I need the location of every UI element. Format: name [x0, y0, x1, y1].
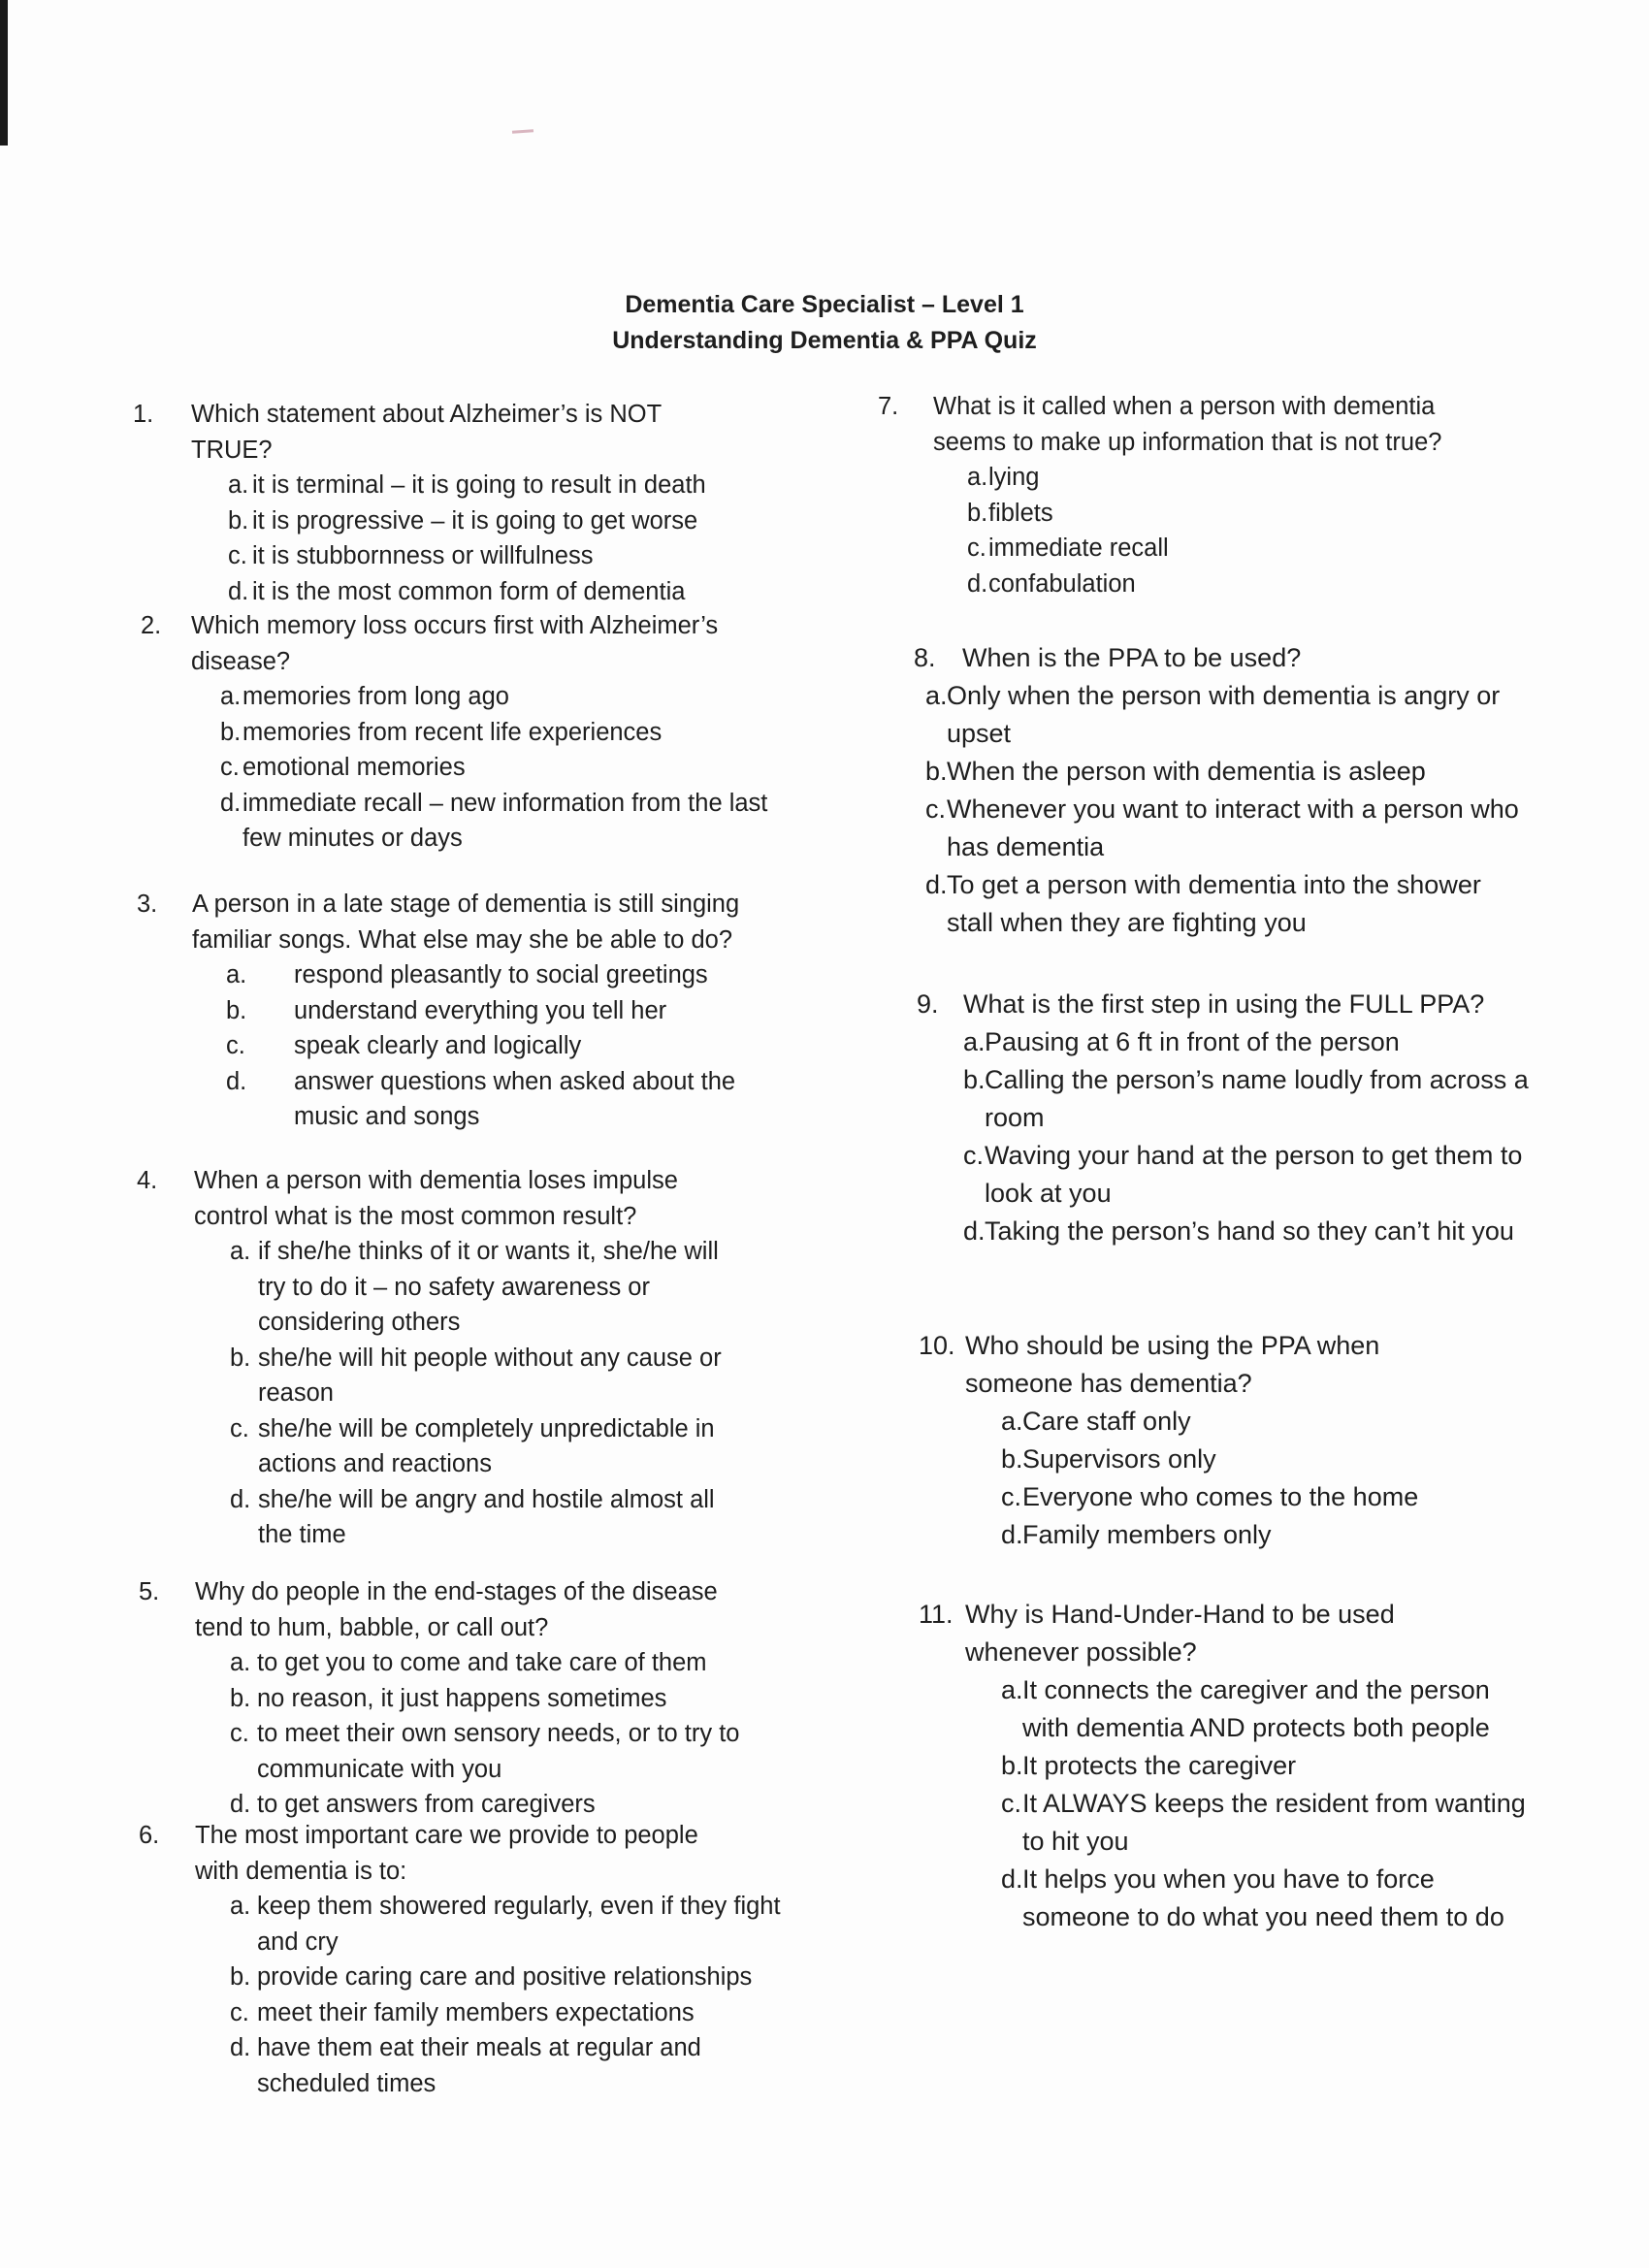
option-text: Pausing at 6 ft in front of the person: [985, 1027, 1400, 1056]
answer-option: [925, 677, 1535, 753]
question-10: [919, 1327, 1501, 1554]
option-letter: b.: [228, 506, 249, 535]
answer-option: [230, 1995, 808, 2031]
option-text: keep them showered regularly, even if they fight and cry: [257, 1893, 781, 1956]
option-text: Care staff only: [1022, 1407, 1191, 1436]
answer-option: [1001, 1516, 1501, 1554]
answer-option: [228, 503, 734, 539]
option-text: it is stubbornness or willfulness: [252, 542, 594, 569]
question-text-line: Which statement about Alzheimer’s is NOT TRUE?: [191, 401, 662, 464]
question-text: [965, 1327, 1501, 1403]
option-text: to meet their own sensory needs, or to try to communicate with you: [257, 1720, 740, 1783]
option-letter: a.: [228, 471, 249, 499]
option-text: lying: [988, 464, 1040, 491]
question-text: [195, 1818, 808, 1889]
question-text: [195, 1574, 808, 1645]
question-number: 7.: [878, 393, 899, 420]
option-text: provide caring care and positive relationships: [257, 1963, 753, 1991]
answer-option: [925, 753, 1535, 791]
option-text: it is progressive – it is going to get worse: [252, 506, 698, 535]
option-letter: a.: [226, 961, 247, 988]
option-text: meet their family members expectations: [257, 1998, 695, 2026]
question-number: 1.: [133, 401, 154, 428]
option-letter: c.: [230, 1414, 249, 1442]
answer-option: [220, 715, 810, 751]
option-letter: b.: [230, 1684, 251, 1712]
option-letter: d.: [967, 569, 988, 598]
answer-option: [1001, 1403, 1501, 1441]
option-letter: a.: [925, 681, 948, 710]
question-text: [965, 1596, 1539, 1671]
question-text-line: disease?: [191, 647, 291, 675]
option-text: to get you to come and take care of them: [257, 1649, 707, 1676]
option-letter: b.: [1001, 1751, 1023, 1780]
question-text-line: Why is Hand-Under-Hand to be used: [965, 1600, 1395, 1629]
option-letter: d.: [230, 1791, 251, 1818]
question-8: [914, 639, 1535, 942]
option-text: emotional memories: [242, 754, 466, 781]
question-text: [963, 986, 1557, 1023]
answer-option: [963, 1213, 1557, 1250]
option-letter: a.: [230, 1893, 251, 1920]
option-text: understand everything you tell her: [294, 996, 667, 1024]
answer-option: [963, 1061, 1557, 1137]
answer-option: [230, 1411, 728, 1482]
answer-option: [230, 1645, 808, 1681]
option-letter: a.: [1001, 1407, 1023, 1436]
option-letter: c.: [963, 1141, 985, 1170]
question-text-line: What is the first step in using the FULL PPA?: [963, 989, 1485, 1019]
option-text: To get a person with dementia into the shower stall when they are fighting you: [947, 870, 1481, 937]
option-text: respond pleasantly to social greetings: [294, 961, 708, 988]
answer-option: [226, 993, 806, 1029]
question-text-line: What is it called when a person with dementia: [933, 393, 1436, 420]
option-text: fiblets: [988, 499, 1053, 527]
answer-option: [925, 866, 1535, 942]
answer-option: [220, 679, 810, 715]
answer-option: [967, 531, 1576, 567]
answer-option: [230, 1681, 808, 1717]
answer-option: [226, 1028, 806, 1064]
answer-option: [1001, 1478, 1501, 1516]
option-text: she/he will be angry and hostile almost all the time: [258, 1485, 715, 1548]
option-text: it is terminal – it is going to result in death: [252, 471, 706, 499]
option-letter: c.: [1001, 1482, 1022, 1511]
answer-option: [226, 1064, 806, 1135]
option-text: memories from long ago: [242, 683, 509, 710]
question-text-line: whenever possible?: [965, 1637, 1197, 1667]
option-text: she/he will hit people without any cause or reason: [258, 1344, 722, 1407]
option-letter: a.: [230, 1238, 251, 1265]
option-letter: c.: [230, 1720, 249, 1747]
option-letter: b.: [230, 1963, 251, 1991]
option-text: Taking the person’s hand so they can’t hit you: [985, 1216, 1514, 1246]
option-letter: d.: [220, 789, 242, 817]
option-text: It helps you when you have to force someone to do what you need them to do: [1022, 1864, 1504, 1931]
question-text-line: control what is the most common result?: [194, 1202, 637, 1230]
paper-mark: [512, 129, 534, 134]
answer-option: [220, 786, 810, 857]
option-text: immediate recall – new information from the last few minutes or days: [242, 789, 768, 852]
option-letter: b.: [230, 1344, 251, 1372]
question-5: [139, 1574, 808, 1823]
question-text: [194, 1163, 728, 1234]
question-text-line: tend to hum, babble, or call out?: [195, 1613, 549, 1641]
option-letter: d.: [1001, 1864, 1023, 1894]
option-text: Calling the person’s name loudly from across a room: [985, 1065, 1529, 1132]
question-text-line: Which memory loss occurs first with Alzheimer’s: [191, 612, 719, 639]
option-letter: d.: [963, 1216, 986, 1246]
option-text: confabulation: [988, 569, 1136, 598]
option-letter: a.: [220, 683, 242, 710]
answer-option: [1001, 1747, 1539, 1785]
question-text: [192, 887, 806, 957]
option-text: It protects the caregiver: [1022, 1751, 1297, 1780]
scan-edge-shadow: [0, 0, 8, 146]
option-text: It connects the caregiver and the person with dementia AND protects both people: [1022, 1675, 1490, 1742]
option-letter: d.: [230, 1485, 251, 1513]
option-letter: c.: [1001, 1789, 1022, 1818]
option-text: she/he will be completely unpredictable in actions and reactions: [258, 1414, 715, 1477]
question-number: 6.: [139, 1822, 160, 1849]
option-text: answer questions when asked about the music and songs: [294, 1067, 736, 1130]
quiz-subtitle: Understanding Dementia & PPA Quiz: [612, 327, 1037, 354]
answer-option: [230, 1960, 808, 1995]
question-text-line: Who should be using the PPA when: [965, 1331, 1380, 1360]
question-text-line: someone has dementia?: [965, 1369, 1252, 1398]
question-text-line: with dementia is to:: [195, 1857, 407, 1885]
option-text: speak clearly and logically: [294, 1032, 582, 1059]
answer-option: [230, 1716, 808, 1787]
option-letter: c.: [925, 794, 947, 824]
question-number: 9.: [917, 989, 939, 1019]
question-number: 8.: [914, 643, 936, 672]
answer-option: [1001, 1441, 1501, 1478]
option-text: it is the most common form of dementia: [252, 577, 686, 605]
answer-option: [1001, 1671, 1539, 1747]
option-letter: c.: [967, 535, 986, 562]
answer-option: [963, 1023, 1557, 1061]
question-text: [191, 608, 810, 679]
answer-option: [925, 791, 1535, 866]
option-text: Family members only: [1022, 1520, 1272, 1549]
question-text-line: Why do people in the end-stages of the disease: [195, 1578, 718, 1605]
option-text: have them eat their meals at regular and scheduled times: [257, 2034, 701, 2097]
option-letter: a.: [1001, 1675, 1023, 1704]
answer-option: [967, 460, 1576, 496]
answer-option: [230, 1889, 808, 1960]
question-number: 11.: [919, 1600, 954, 1629]
option-letter: c.: [228, 542, 247, 569]
option-letter: c.: [230, 1998, 249, 2026]
answer-option: [967, 496, 1576, 532]
question-text: [962, 639, 1535, 677]
answer-option: [228, 574, 734, 610]
option-letter: a.: [963, 1027, 986, 1056]
option-letter: a.: [230, 1649, 251, 1676]
option-letter: c.: [220, 754, 240, 781]
question-text-line: When a person with dementia loses impulse: [194, 1167, 678, 1194]
answer-option: [963, 1137, 1557, 1213]
question-number: 2.: [141, 612, 162, 639]
question-1: [133, 397, 734, 609]
option-letter: d.: [1001, 1520, 1023, 1549]
answer-option: [1001, 1861, 1539, 1936]
option-text: Everyone who comes to the home: [1022, 1482, 1419, 1511]
option-text: Waving your hand at the person to get them to look at you: [985, 1141, 1523, 1208]
question-number: 10.: [919, 1331, 955, 1360]
option-text: immediate recall: [988, 535, 1169, 562]
option-letter: a.: [967, 464, 988, 491]
option-text: It ALWAYS keeps the resident from wanting to hit you: [1022, 1789, 1526, 1856]
option-letter: d.: [226, 1067, 247, 1095]
question-number: 4.: [137, 1167, 158, 1194]
option-text: no reason, it just happens sometimes: [257, 1684, 667, 1712]
question-text-line: The most important care we provide to people: [195, 1822, 698, 1849]
option-text: Supervisors only: [1022, 1444, 1216, 1474]
question-7: [878, 389, 1576, 601]
question-11: [919, 1596, 1539, 1936]
quiz-title: Dementia Care Specialist – Level 1: [625, 291, 1024, 318]
option-text: if she/he thinks of it or wants it, she/he will try to do it – no safety awareness or considering others: [258, 1238, 719, 1336]
question-text-line: When is the PPA to be used?: [962, 643, 1302, 672]
question-text: [191, 397, 734, 468]
option-letter: c.: [226, 1032, 245, 1059]
question-number: 3.: [137, 891, 158, 918]
question-4: [137, 1163, 728, 1553]
answer-option: [230, 1482, 728, 1553]
option-text: memories from recent life experiences: [242, 718, 663, 746]
answer-option: [967, 567, 1576, 602]
option-letter: b.: [220, 718, 242, 746]
answer-option: [1001, 1785, 1539, 1861]
question-2: [141, 608, 810, 857]
question-9: [917, 986, 1557, 1250]
question-text-line: familiar songs. What else may she be able to do?: [192, 925, 733, 954]
answer-option: [220, 750, 810, 786]
option-letter: d.: [230, 2034, 251, 2061]
option-text: Whenever you want to interact with a person who has dementia: [947, 794, 1519, 861]
answer-option: [230, 2030, 808, 2101]
option-letter: d.: [925, 870, 948, 899]
question-6: [139, 1818, 808, 2101]
question-text: [933, 389, 1576, 460]
answer-option: [228, 468, 734, 503]
option-text: Only when the person with dementia is angry or upset: [947, 681, 1501, 748]
option-letter: b.: [963, 1065, 986, 1094]
option-letter: b.: [1001, 1444, 1023, 1474]
question-number: 5.: [139, 1578, 160, 1605]
question-3: [137, 887, 806, 1135]
question-text-line: A person in a late stage of dementia is still singing: [192, 891, 740, 918]
option-letter: d.: [228, 577, 249, 605]
option-letter: b.: [925, 757, 948, 786]
answer-option: [228, 538, 734, 574]
option-letter: b.: [967, 499, 988, 527]
answer-option: [230, 1341, 728, 1411]
answer-option: [226, 957, 806, 993]
option-text: to get answers from caregivers: [257, 1791, 596, 1818]
option-text: When the person with dementia is asleep: [947, 757, 1426, 786]
answer-option: [230, 1234, 728, 1341]
option-letter: b.: [226, 996, 247, 1024]
question-text-line: seems to make up information that is not true?: [933, 428, 1442, 456]
